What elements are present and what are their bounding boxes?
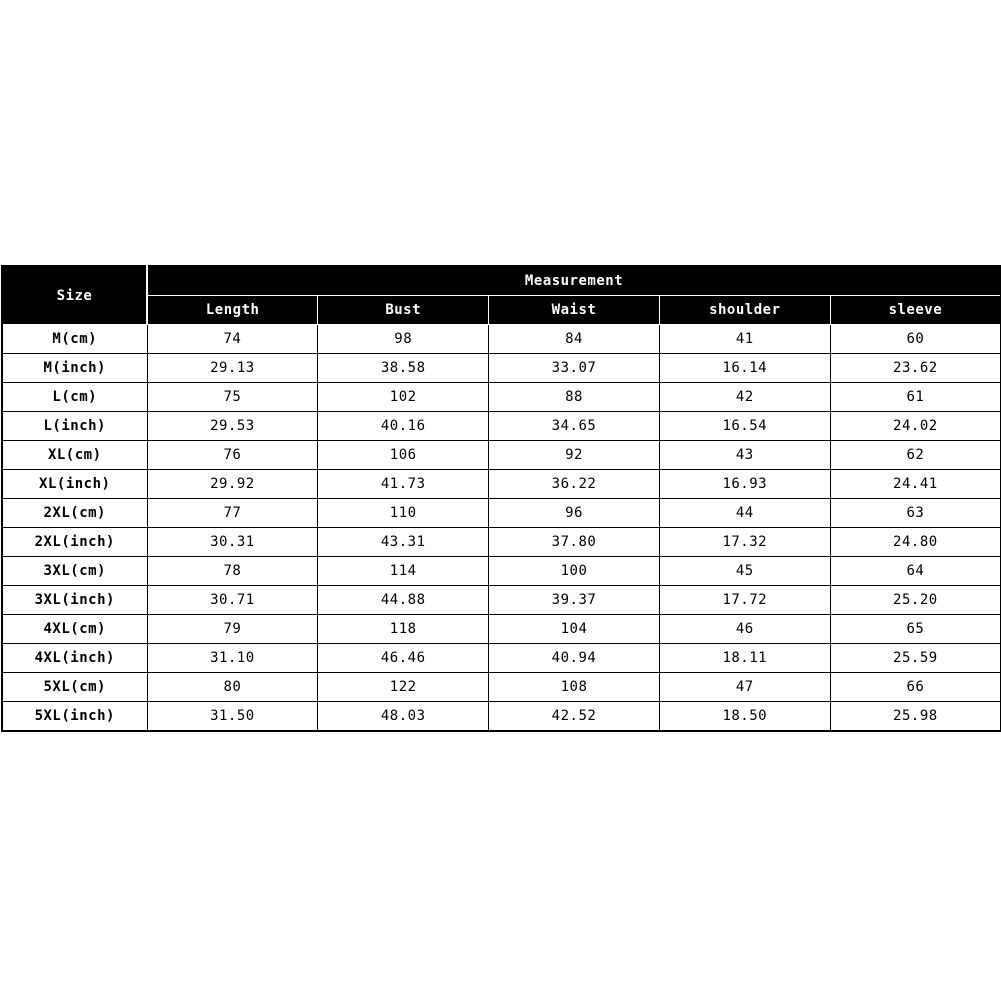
sleeve-value-cell: 25.20 (830, 586, 1001, 615)
table-row (2, 673, 1001, 702)
waist-value-cell: 96 (489, 499, 660, 528)
shoulder-value-cell: 18.11 (659, 644, 830, 673)
table-row (2, 354, 1001, 383)
shoulder-value-cell: 16.54 (659, 412, 830, 441)
length-value-cell: 75 (147, 383, 318, 412)
bust-value-cell: 102 (318, 383, 489, 412)
waist-value-cell: 100 (489, 557, 660, 586)
sleeve-value-cell: 25.59 (830, 644, 1001, 673)
measurement-group-header: Measurement (147, 266, 1001, 296)
sleeve-value-cell: 66 (830, 673, 1001, 702)
size-label-cell: XL(cm) (2, 441, 147, 470)
size-label-cell: 3XL(cm) (2, 557, 147, 586)
sleeve-value-cell: 24.80 (830, 528, 1001, 557)
table-row (2, 383, 1001, 412)
waist-value-cell: 34.65 (489, 412, 660, 441)
length-value-cell: 30.71 (147, 586, 318, 615)
length-value-cell: 29.13 (147, 354, 318, 383)
table-body (2, 325, 1001, 732)
bust-value-cell: 110 (318, 499, 489, 528)
bust-value-cell: 43.31 (318, 528, 489, 557)
shoulder-value-cell: 17.72 (659, 586, 830, 615)
shoulder-value-cell: 17.32 (659, 528, 830, 557)
table-row (2, 528, 1001, 557)
waist-value-cell: 42.52 (489, 702, 660, 732)
table-row (2, 557, 1001, 586)
table-row (2, 441, 1001, 470)
length-value-cell: 77 (147, 499, 318, 528)
table-row (2, 470, 1001, 499)
bust-value-cell: 48.03 (318, 702, 489, 732)
size-chart-table (1, 265, 1001, 732)
bust-value-cell: 46.46 (318, 644, 489, 673)
table-row (2, 586, 1001, 615)
column-header-shoulder: shoulder (659, 296, 830, 325)
size-column-header: Size (2, 266, 147, 325)
waist-value-cell: 40.94 (489, 644, 660, 673)
table-row (2, 499, 1001, 528)
sleeve-value-cell: 60 (830, 325, 1001, 354)
size-label-cell: L(cm) (2, 383, 147, 412)
size-label-cell: 2XL(inch) (2, 528, 147, 557)
size-label-cell: L(inch) (2, 412, 147, 441)
sleeve-value-cell: 61 (830, 383, 1001, 412)
table-row (2, 702, 1001, 732)
shoulder-value-cell: 16.14 (659, 354, 830, 383)
table-row (2, 325, 1001, 354)
size-label-cell: 2XL(cm) (2, 499, 147, 528)
size-label-cell: M(inch) (2, 354, 147, 383)
waist-value-cell: 36.22 (489, 470, 660, 499)
waist-value-cell: 88 (489, 383, 660, 412)
bust-value-cell: 40.16 (318, 412, 489, 441)
waist-value-cell: 33.07 (489, 354, 660, 383)
waist-value-cell: 84 (489, 325, 660, 354)
sleeve-value-cell: 62 (830, 441, 1001, 470)
shoulder-value-cell: 16.93 (659, 470, 830, 499)
column-header-length: Length (147, 296, 318, 325)
shoulder-value-cell: 45 (659, 557, 830, 586)
sleeve-value-cell: 64 (830, 557, 1001, 586)
bust-value-cell: 106 (318, 441, 489, 470)
sleeve-value-cell: 24.41 (830, 470, 1001, 499)
bust-value-cell: 118 (318, 615, 489, 644)
bust-value-cell: 114 (318, 557, 489, 586)
sleeve-value-cell: 65 (830, 615, 1001, 644)
waist-value-cell: 39.37 (489, 586, 660, 615)
shoulder-value-cell: 18.50 (659, 702, 830, 732)
length-value-cell: 76 (147, 441, 318, 470)
shoulder-value-cell: 43 (659, 441, 830, 470)
bust-value-cell: 44.88 (318, 586, 489, 615)
table-header (2, 266, 1001, 325)
size-label-cell: XL(inch) (2, 470, 147, 499)
length-value-cell: 31.10 (147, 644, 318, 673)
bust-value-cell: 98 (318, 325, 489, 354)
header-row-group (2, 266, 1001, 296)
sleeve-value-cell: 23.62 (830, 354, 1001, 383)
column-header-sleeve: sleeve (830, 296, 1001, 325)
waist-value-cell: 104 (489, 615, 660, 644)
length-value-cell: 30.31 (147, 528, 318, 557)
table-row (2, 412, 1001, 441)
size-label-cell: 4XL(cm) (2, 615, 147, 644)
table-row (2, 615, 1001, 644)
waist-value-cell: 92 (489, 441, 660, 470)
bust-value-cell: 38.58 (318, 354, 489, 383)
header-row-columns (2, 296, 1001, 325)
table-row (2, 644, 1001, 673)
waist-value-cell: 108 (489, 673, 660, 702)
size-label-cell: 3XL(inch) (2, 586, 147, 615)
shoulder-value-cell: 47 (659, 673, 830, 702)
length-value-cell: 29.92 (147, 470, 318, 499)
column-header-waist: Waist (489, 296, 660, 325)
size-label-cell: 4XL(inch) (2, 644, 147, 673)
shoulder-value-cell: 46 (659, 615, 830, 644)
length-value-cell: 74 (147, 325, 318, 354)
bust-value-cell: 41.73 (318, 470, 489, 499)
sleeve-value-cell: 24.02 (830, 412, 1001, 441)
length-value-cell: 78 (147, 557, 318, 586)
sleeve-value-cell: 25.98 (830, 702, 1001, 732)
size-label-cell: M(cm) (2, 325, 147, 354)
length-value-cell: 79 (147, 615, 318, 644)
shoulder-value-cell: 41 (659, 325, 830, 354)
column-header-bust: Bust (318, 296, 489, 325)
length-value-cell: 80 (147, 673, 318, 702)
shoulder-value-cell: 44 (659, 499, 830, 528)
bust-value-cell: 122 (318, 673, 489, 702)
size-label-cell: 5XL(cm) (2, 673, 147, 702)
size-label-cell: 5XL(inch) (2, 702, 147, 732)
waist-value-cell: 37.80 (489, 528, 660, 557)
length-value-cell: 29.53 (147, 412, 318, 441)
length-value-cell: 31.50 (147, 702, 318, 732)
sleeve-value-cell: 63 (830, 499, 1001, 528)
shoulder-value-cell: 42 (659, 383, 830, 412)
